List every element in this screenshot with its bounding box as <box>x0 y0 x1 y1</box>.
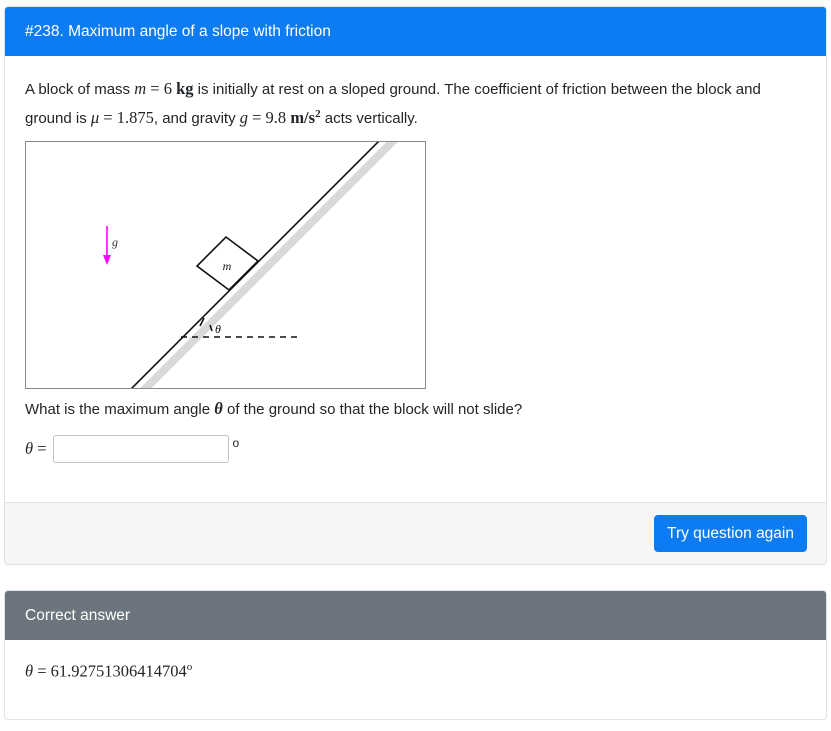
equals-sign: = <box>33 439 47 458</box>
angle-label: θ <box>215 322 221 336</box>
theta-symbol: θ <box>25 439 34 458</box>
answer-input[interactable] <box>53 435 229 463</box>
text-segment: is initially at rest on a sloped ground. The coefficient of friction between the block and ground is <box>25 81 761 127</box>
question-title: #238. Maximum angle of a slope with friction <box>25 22 331 40</box>
mass-value: = 6 <box>146 79 177 98</box>
mass-label: m <box>222 259 232 273</box>
answer-row <box>25 435 239 463</box>
correct-answer-header <box>5 591 826 640</box>
slope-line <box>130 142 386 388</box>
text-segment: What is the maximum angle <box>25 401 215 418</box>
mass-unit: kg <box>176 79 194 98</box>
text-segment: , and gravity <box>153 110 240 127</box>
question-footer <box>5 502 826 565</box>
slope-figure <box>25 141 426 389</box>
text-segment: of the ground so that the block will not slide? <box>222 401 523 418</box>
correct-answer-card <box>4 590 827 720</box>
mu-symbol: μ <box>90 108 100 127</box>
degree-symbol: o <box>186 661 193 673</box>
text-segment: A block of mass <box>25 81 135 98</box>
mass-symbol: m <box>134 79 147 98</box>
theta-symbol: θ <box>214 399 223 418</box>
g-unit: m/s <box>290 108 316 127</box>
correct-answer-value <box>25 661 192 682</box>
theta-symbol: θ <box>25 661 34 681</box>
question-card <box>4 6 827 565</box>
degree-unit: o <box>232 436 240 450</box>
answer-number: = 61.92751306414704 <box>33 661 187 681</box>
text-segment: acts vertically. <box>320 110 418 127</box>
gravity-arrow-icon <box>103 255 111 265</box>
try-again-button[interactable]: Try question again <box>654 515 807 552</box>
mu-value: = 1.875 <box>99 108 154 127</box>
g-unit-exponent: 2 <box>315 108 321 120</box>
gravity-label: g <box>112 235 118 249</box>
question-text <box>25 77 805 131</box>
ground-shading <box>138 142 396 388</box>
answer-label <box>25 439 47 459</box>
question-header <box>5 7 826 56</box>
g-symbol: g <box>239 108 248 127</box>
g-value: = 9.8 <box>248 108 291 127</box>
question-prompt <box>25 397 522 422</box>
correct-answer-title: Correct answer <box>25 606 131 624</box>
slope-diagram <box>26 142 425 388</box>
